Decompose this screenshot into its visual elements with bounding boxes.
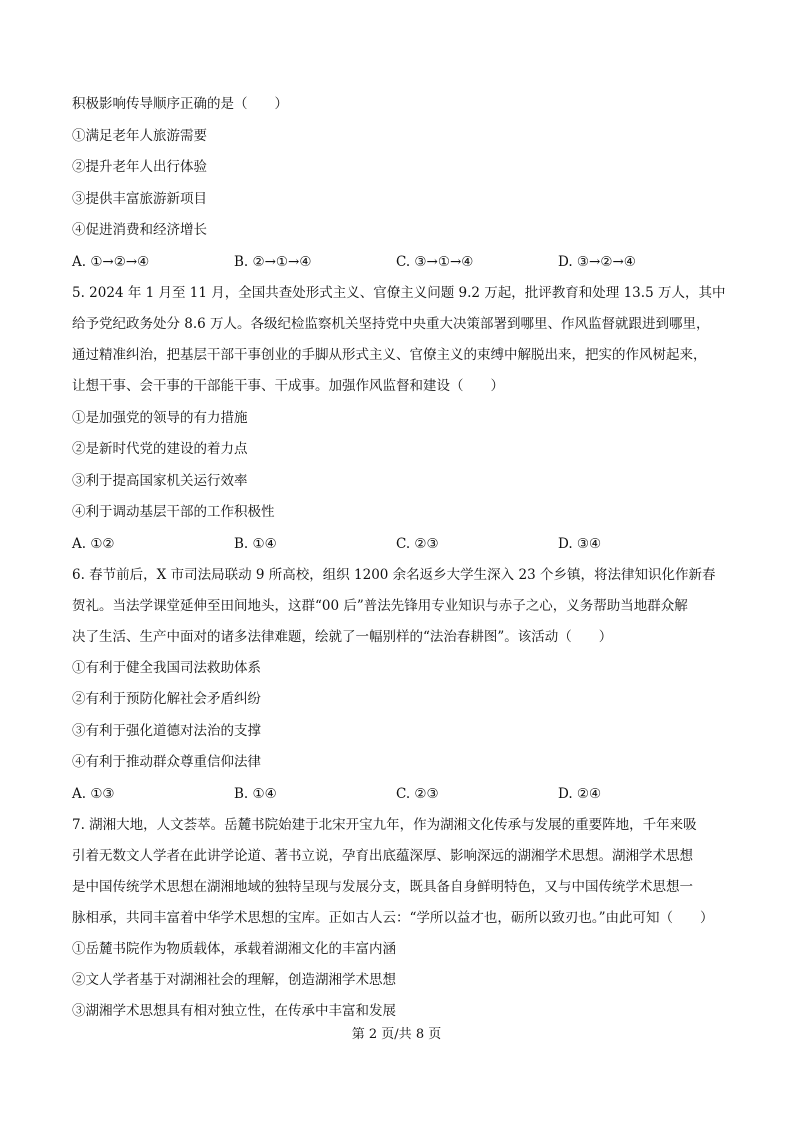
q7-stem-line-2: 引着无数文人学者在此讲学论道、著书立说，孕育出底蕴深厚、影响深远的湖湘学术思想。湖湘学术思想: [72, 848, 693, 864]
q4-option-b: B. ②→①→④: [234, 254, 312, 270]
q6-option-a: A. ①③: [72, 786, 115, 802]
q4-option-d: D. ③→②→④: [558, 254, 636, 270]
q7-item-1: ①岳麓书院作为物质载体，承载着湖湘文化的丰富内涵: [72, 941, 396, 957]
q7-item-2: ②文人学者基于对湖湘社会的理解，创造湖湘学术思想: [72, 972, 396, 988]
q6-stem-line-1: 6. 春节前后，X 市司法局联动 9 所高校，组织 1200 余名返乡大学生深入 23 个乡镇，将法律知识化作新春: [72, 567, 716, 583]
q5-item-4: ④利于调动基层干部的工作积极性: [72, 504, 275, 520]
q6-item-1: ①有利于健全我国司法救助体系: [72, 660, 261, 676]
page-footer: 第 2 页/共 8 页: [351, 1027, 442, 1042]
q6-option-d: D. ②④: [558, 786, 602, 802]
q5-item-1: ①是加强党的领导的有力措施: [72, 410, 248, 426]
q6-stem-line-3: 决了生活、生产中面对的诸多法律难题，绘就了一幅别样的“法治春耕图”。该活动（ ）: [72, 629, 613, 645]
q5-stem-line-4: 让想干事、会干事的干部能干事、干成事。加强作风监督和建设（ ）: [72, 378, 504, 394]
q7-stem-line-1: 7. 湖湘大地，人文荟萃。岳麓书院始建于北宋开宝九年，作为湖湘文化传承与发展的重要阵地，千年来吸: [72, 817, 697, 833]
q5-stem-line-3: 通过精准纠治，把基层干部干事创业的手脚从形式主义、官僚主义的束缚中解脱出来，把实的作风树起来，: [72, 347, 707, 363]
q4-item-1: ①满足老年人旅游需要: [72, 128, 207, 144]
q7-stem-line-4: 脉相承，共同丰富着中华学术思想的宝库。正如古人云：“学所以益才也，砺所以致刃也。”由此可知（ ）: [72, 910, 714, 926]
q4-item-2: ②提升老年人出行体验: [72, 159, 207, 175]
q6-option-b: B. ①④: [234, 786, 277, 802]
q5-item-3: ③利于提高国家机关运行效率: [72, 473, 248, 489]
q7-item-3: ③湖湘学术思想具有相对独立性，在传承中丰富和发展: [72, 1003, 396, 1019]
q4-stem-tail: 积极影响传导顺序正确的是（ ）: [72, 96, 288, 112]
q5-option-c: C. ②③: [396, 536, 439, 552]
q6-item-2: ②有利于预防化解社会矛盾纠纷: [72, 691, 261, 707]
q4-option-c: C. ③→①→④: [396, 254, 474, 270]
q6-item-4: ④有利于推动群众尊重信仰法律: [72, 754, 261, 770]
q7-stem-line-3: 是中国传统学术思想在湖湘地域的独特呈现与发展分支，既具备自身鲜明特色，又与中国传统学术思想一: [72, 879, 693, 895]
q4-item-3: ③提供丰富旅游新项目: [72, 191, 207, 207]
q5-option-b: B. ①④: [234, 536, 277, 552]
q6-stem-line-2: 贺礼。当法学课堂延伸至田间地头，这群“00 后”普法先锋用专业知识与赤子之心，义务帮助当地群众解: [72, 598, 688, 614]
q5-option-d: D. ③④: [558, 536, 602, 552]
q6-option-c: C. ②③: [396, 786, 439, 802]
q5-option-a: A. ①②: [72, 536, 115, 552]
q5-stem-line-2: 给予党纪政务处分 8.6 万人。各级纪检监察机关坚持党中央重大决策部署到哪里、作风监督就跟进到哪里，: [72, 316, 710, 332]
q5-item-2: ②是新时代党的建设的着力点: [72, 441, 248, 457]
q4-item-4: ④促进消费和经济增长: [72, 222, 207, 238]
q4-option-a: A. ①→②→④: [72, 254, 150, 270]
q5-stem-line-1: 5. 2024 年 1 月至 11 月，全国共查处形式主义、官僚主义问题 9.2 万起，批评教育和处理 13.5 万人，其中: [72, 285, 726, 301]
q6-item-3: ③有利于强化道德对法治的支撑: [72, 723, 261, 739]
